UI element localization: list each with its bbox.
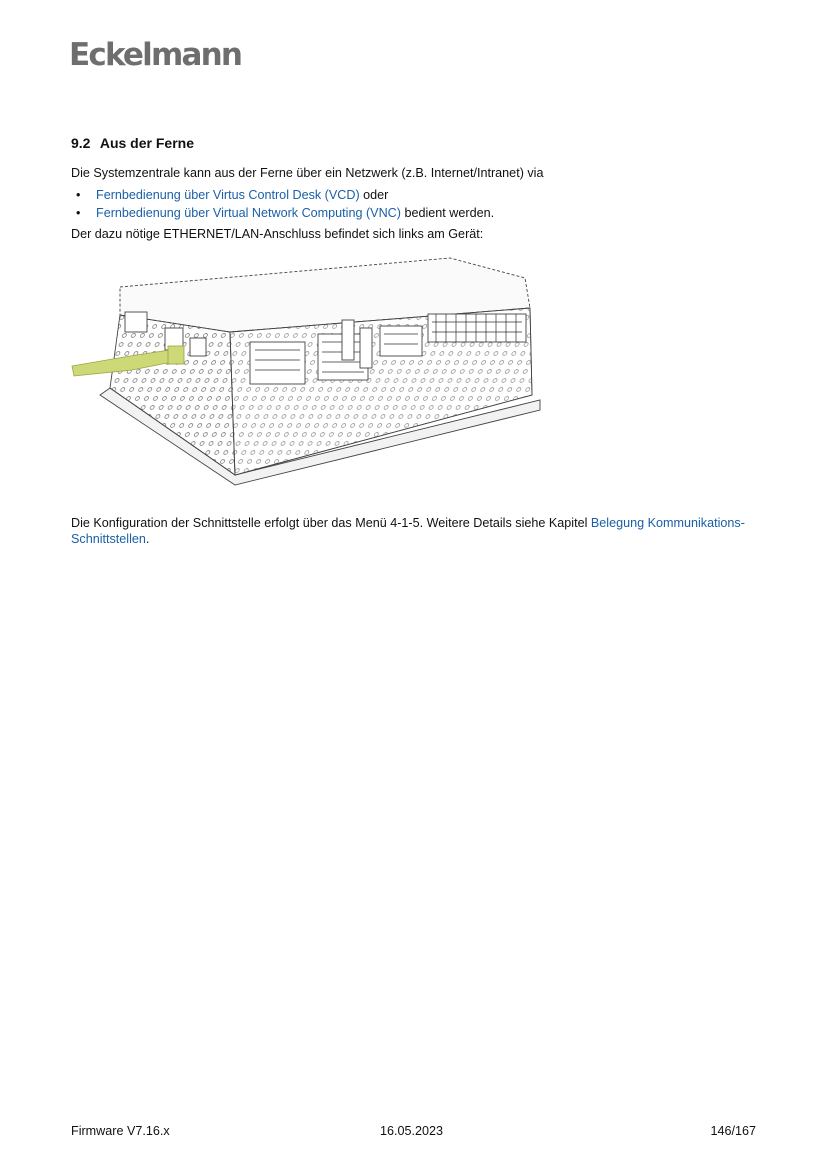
bullet-icon: • (76, 206, 81, 220)
config-text-end: . (145, 532, 150, 546)
device-illustration (70, 250, 550, 510)
interfaces-chapter-link[interactable]: Belegung Kommunikations-Schnittstellen (71, 516, 745, 546)
config-text-body: Die Konfiguration der Schnittstelle erfolgt über das Menü 4-1-5. Weitere Details siehe Kapitel (71, 516, 591, 530)
config-text (71, 515, 761, 547)
list-item (71, 204, 494, 222)
list-item-suffix: bedient werden. (400, 206, 495, 220)
footer-date: 16.05.2023 (380, 1124, 444, 1138)
connector-text: Der dazu nötige ETHERNET/LAN-Anschluss befindet sich links am Gerät: (71, 227, 484, 241)
bullet-icon: • (76, 188, 81, 202)
vcd-link[interactable]: Fernbedienung über Virtus Control Desk (VCD) (96, 188, 360, 202)
section-heading (71, 135, 194, 151)
footer-firmware: Firmware V7.16.x (71, 1124, 170, 1138)
vnc-link[interactable]: Fernbedienung über Virtual Network Computing (VNC) (96, 206, 401, 220)
footer-page-number: 146/167 (710, 1124, 756, 1138)
eckelmann-logo: Eckelmann (69, 37, 242, 73)
remote-options-list (71, 186, 494, 222)
list-item (71, 186, 494, 204)
section-number: 9.2 (71, 135, 91, 151)
intro-text: Die Systemzentrale kann aus der Ferne über ein Netzwerk (z.B. Internet/Intranet) via (71, 166, 544, 180)
list-item-suffix: oder (359, 188, 389, 202)
section-title: Aus der Ferne (99, 135, 194, 151)
